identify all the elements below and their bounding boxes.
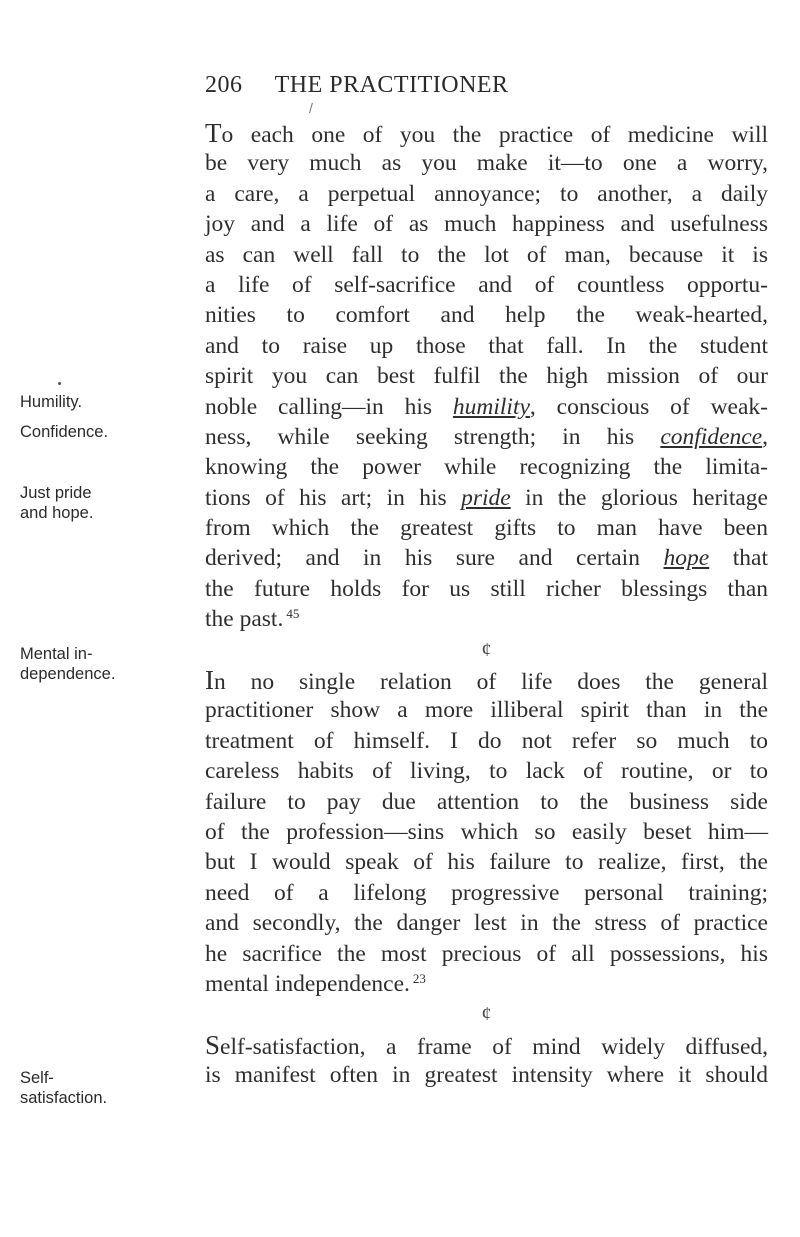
paragraph-2-line: and secondly, the danger lest in the stress of practice xyxy=(205,910,768,937)
emphasis-hope: hope xyxy=(663,545,710,572)
paragraph-1-line: the future holds for us still richer blessings than xyxy=(205,575,768,602)
paragraph-2-line: failure to pay due attention to the business side xyxy=(205,788,768,815)
margin-note-mental-independence: Mental in- dependence. xyxy=(20,645,116,683)
paragraph-2-line: mental independence. $^{23}$ xyxy=(205,970,426,997)
paragraph-1-line: noble calling—in his humility, conscious of weak- xyxy=(205,393,768,420)
paragraph-1-line: as can well fall to the lot of man, because it is xyxy=(205,241,768,268)
section-ornament: ¢ xyxy=(481,1003,492,1026)
paragraph-2-line: need of a lifelong progressive personal training; xyxy=(205,879,768,906)
paragraph-1-line: spirit you can best fulfil the high mission of our xyxy=(205,363,768,390)
margin-note-pride-hope: Just pride and hope. xyxy=(20,484,94,522)
paragraph-1-line: nities to comfort and help the weak-hearted, xyxy=(205,302,768,329)
paragraph-1-line: derived; and in his sure and certain hope that xyxy=(205,545,768,572)
margin-note-confidence: Confidence. xyxy=(20,423,109,441)
running-head xyxy=(205,72,675,99)
paragraph-2-line: careless habits of living, to lack of routine, or to xyxy=(205,758,768,785)
paragraph-2-line: In no single relation of life does the general xyxy=(205,665,768,696)
reference-number: 23 xyxy=(412,970,426,986)
body-text xyxy=(205,118,768,1091)
paragraph-1-line: knowing the power while recognizing the limita- xyxy=(205,454,768,481)
paragraph-1-line: tions of his art; in his pride in the glorious heritage xyxy=(205,484,768,511)
paragraph-1-line: a life of self-sacrifice and of countless opportu- xyxy=(205,271,768,298)
margin-note-self-satisfaction: Self- satisfaction. xyxy=(20,1069,108,1107)
paragraph-3-line: is manifest often in greatest intensity where it should xyxy=(205,1062,768,1089)
paragraph-1-line: from which the greatest gifts to man have been xyxy=(205,515,768,542)
emphasis-humility: humility xyxy=(452,393,530,420)
paragraph-2-line: practitioner show a more illiberal spirit than in the xyxy=(205,697,768,724)
initial-letter: I xyxy=(205,665,214,696)
page-number: 206 xyxy=(205,72,243,98)
printer-dot xyxy=(58,382,61,385)
emphasis-confidence: confidence xyxy=(660,423,763,450)
paragraph-1-line: joy and a life of as much happiness and usefulness xyxy=(205,211,768,238)
paragraph-1-line: and to raise up those that fall. In the student xyxy=(205,332,768,359)
paragraph-2-line: of the profession—sins which so easily beset him— xyxy=(205,818,768,845)
initial-letter: S xyxy=(205,1029,221,1060)
paragraph-2-line: treatment of himself. I do not refer so much to xyxy=(205,727,768,754)
paragraph-3-line: Self-satisfaction, a frame of mind widely diffused, xyxy=(205,1029,768,1060)
reference-number: 45 xyxy=(286,606,300,622)
paragraph-1-line: ness, while seeking strength; in his confidence, xyxy=(205,423,768,450)
section-ornament: ¢ xyxy=(481,638,492,661)
paragraph-1-line: the past. $^{45}$ xyxy=(205,606,300,633)
emphasis-pride: pride xyxy=(461,484,511,511)
paragraph-2-line: he sacrifice the most precious of all possessions, his xyxy=(205,940,768,967)
margin-note-humility: Humility. xyxy=(20,393,83,411)
running-title: THE PRACTITIONER xyxy=(274,72,509,98)
printer-mark: / xyxy=(309,100,313,116)
paragraph-2-line: but I would speak of his failure to realize, first, the xyxy=(205,849,768,876)
initial-letter: T xyxy=(205,118,222,148)
paragraph-1-line: To each one of you the practice of medicine will xyxy=(205,118,768,148)
paragraph-1-line: a care, a perpetual annoyance; to another, a daily xyxy=(205,180,768,207)
paragraph-1-line: be very much as you make it—to one a worry, xyxy=(205,150,768,177)
